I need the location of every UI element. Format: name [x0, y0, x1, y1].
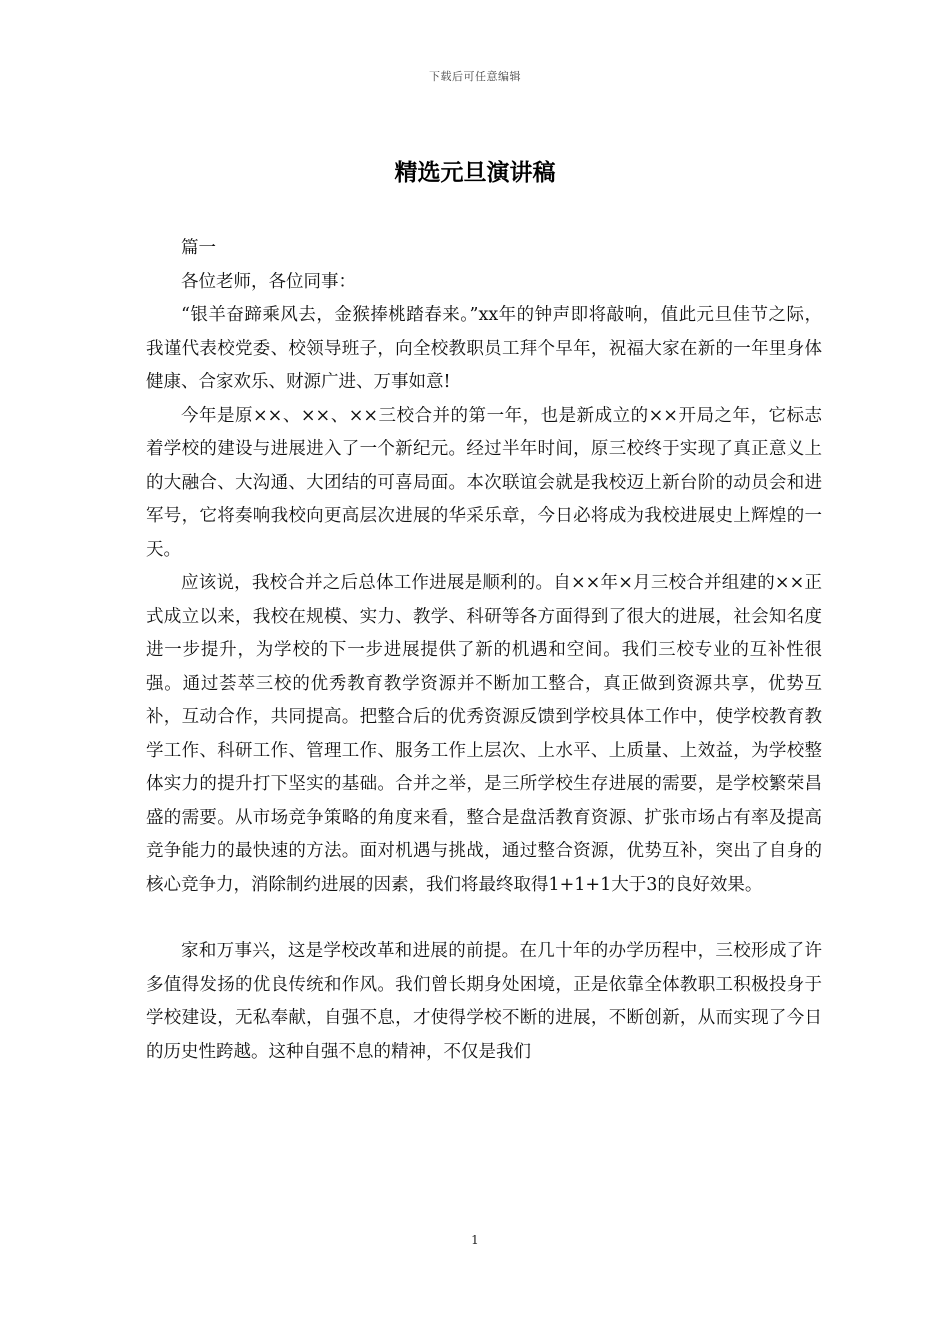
paragraph-2: 今年是原××、××、××三校合并的第一年，也是新成立的××开局之年，它标志着学校的建设与进展进入了一个新纪元。经过半年时间，原三校终于实现了真正意义上的大融合、大沟通、大团结的可喜局面。本次联谊会就是我校迈上新台阶的动员会和进军号，它将奏响我校向更高层次进展的华采乐章，今日必将成为我校进展史上辉煌的一天。 — [146, 405, 822, 560]
section-label: 篇一 — [181, 238, 216, 258]
salutation: 各位老师，各位同事： — [181, 271, 356, 292]
document-title: 精选元旦演讲稿 — [394, 159, 556, 186]
paragraph-3: 应该说，我校合并之后总体工作进展是顺利的。自××年×月三校合并组建的××正式成立以来，我校在规模、实力、教学、科研等各方面得到了很大的进展，社会知名度进一步提升，为学校的下一步进展提供了新的机遇和空间。我们三校专业的互补性很强。通过荟萃三校的优秀教育教学资源并不断加工整合，真正做到资源共享，优势互补，互动合作，共同提高。把整合后的优秀资源反馈到学校具体工作中，使学校教育教学工作、科研工作、管理工作、服务工作上层次、上水平、上质量、上效益，为学校整体实力的提升打下坚实的基础。合并之举，是三所学校生存进展的需要，是学校繁荣昌盛的需要。从市场竞争策略的角度来看，整合是盘活教育资源、扩张市场占有率及提高竞争能力的最快速的方法。面对机遇与挑战，通过整合资源，优势互补，突出了自身的核心竞争力，消除制约进展的因素，我们将最终取得1+1+1大于3的良好效果。 — [146, 573, 822, 895]
document-body — [146, 232, 822, 1069]
page-header-note: 下载后可任意编辑 — [429, 70, 521, 83]
paragraph-4: 家和万事兴，这是学校改革和进展的前提。在几十年的办学历程中，三校形成了许多值得发扬的优良传统和作风。我们曾长期身处困境，正是依靠全体教职工积极投身于学校建设，无私奉献，自强不息，才使得学校不断的进展，不断创新，从而实现了今日的历史性跨越。这种自强不息的精神，不仅是我们 — [146, 941, 822, 1062]
page-number: 1 — [471, 1233, 479, 1247]
paragraph-1: “银羊奋蹄乘风去，金猴捧桃踏春来。”xx年的钟声即将敲响，值此元旦佳节之际，我谨代表校党委、校领导班子，向全校教职员工拜个早年，祝福大家在新的一年里身体健康、合家欢乐、财源广进、万事如意! — [146, 305, 822, 392]
